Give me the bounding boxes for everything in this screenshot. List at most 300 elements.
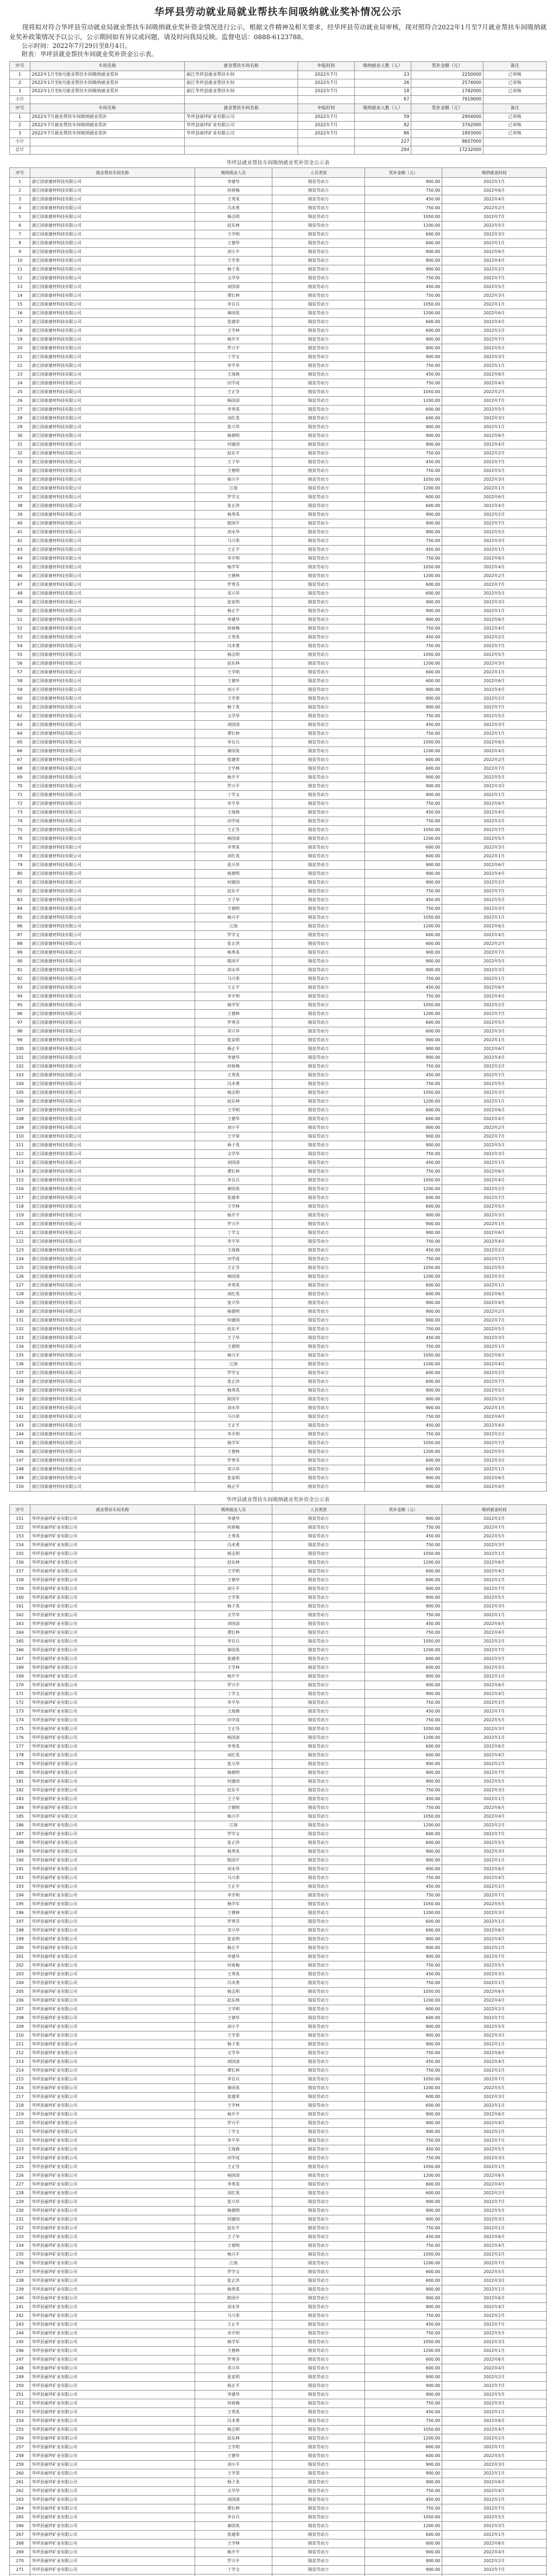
row-index: 216 [10,2084,30,2093]
employment-date: 2022年5月 [442,712,547,721]
workshop-name: 浙江国泰建材科技有限公司 [30,1176,195,1185]
subsidy-amount: 900.00 [365,2373,442,2382]
employment-date: 2022年5月 [442,2452,547,2461]
worker-name: 杨秀英 [195,511,272,519]
workshop-name: 浙江国泰建材科技有限公司 [30,178,195,187]
table-row [10,2233,547,2242]
employment-date: 2022年1月 [442,1550,547,1558]
workshop-name: 浙江国泰建材科技有限公司 [30,948,195,957]
row-index: 142 [10,1413,30,1421]
row-index: 134 [10,1343,30,1351]
worker-name: 谭长林 [195,730,272,738]
worker-category: 脱贫劳动力 [272,397,365,405]
subsidy-amount: 600.00 [365,2364,442,2373]
row-index: 255 [10,2426,30,2434]
subsidy-amount: 750.00 [365,187,442,195]
employment-date: 2022年7月 [442,2443,547,2452]
workshop-name: 华坪县丽坪矿业有限公司 [30,1970,195,1979]
summary-cell: 2022年7月就业帮扶车间吸纳就业奖补 [30,113,185,122]
table-row [10,2443,547,2452]
workshop-name: 浙江国泰建材科技有限公司 [30,598,195,607]
employment-date: 2022年7月 [442,1769,547,1777]
employment-date: 2022年7月 [442,581,547,589]
row-index: 202 [10,1961,30,1970]
employment-date: 2022年3月 [442,1211,547,1220]
row-index: 197 [10,1918,30,1926]
worker-name: 杨学军 [195,1900,272,1909]
subsidy-amount: 750.00 [365,2066,442,2075]
employment-date: 2022年3月 [442,598,547,607]
employment-date: 2022年4月 [442,1751,547,1760]
subsidy-amount: 900.00 [365,1865,442,1874]
worker-category: 脱贫劳动力 [272,1944,365,1953]
worker-name: 王学荣 [195,2469,272,2478]
worker-category: 脱贫劳动力 [272,913,365,922]
employment-date: 2022年4月 [442,1812,547,1821]
subsidy-amount: 900.00 [365,1594,442,1602]
summary-cell: 59 [355,113,411,122]
table-row [10,318,547,327]
subsidy-amount: 900.00 [365,607,442,616]
workshop-name: 华坪县丽坪矿业有限公司 [30,1891,195,1900]
workshop-name: 华坪县丽坪矿业有限公司 [30,2504,195,2513]
worker-category: 脱贫劳动力 [272,598,365,607]
worker-name: 秦国英 [195,309,272,318]
employment-date: 2022年5月 [442,1141,547,1150]
row-index: 228 [10,2189,30,2198]
subsidy-amount: 1050.00 [365,476,442,484]
worker-name: 李平华 [195,1238,272,1246]
row-index: 19 [10,335,30,344]
subsidy-amount: 1200.00 [365,922,442,931]
employment-date: 2022年3月 [442,2522,547,2531]
row-index: 42 [10,537,30,546]
worker-category: 脱贫劳动力 [272,2338,365,2347]
worker-name: 李开明 [195,554,272,563]
worker-name: 李开明 [195,2329,272,2338]
employment-date: 2022年1月 [442,546,547,554]
worker-category: 脱贫劳动力 [272,476,365,484]
employment-date: 2022年4月 [442,686,547,694]
worker-category: 脱贫劳动力 [272,2408,365,2417]
subsidy-amount: 1200.00 [365,2522,442,2531]
worker-category: 脱贫劳动力 [272,1541,365,1550]
employment-date: 2022年7月 [442,1646,547,1655]
worker-category: 脱贫劳动力 [272,843,365,852]
employment-date: 2022年7月 [442,2320,547,2329]
subsidy-amount: 750.00 [365,554,442,563]
table-row [10,2557,547,2566]
worker-name: 陈国平 [195,1856,272,1865]
row-index: 257 [10,2443,30,2452]
workshop-name: 华坪县丽坪矿业有限公司 [30,2382,195,2391]
worker-name: 李开明 [195,992,272,1001]
table-row [10,808,547,817]
worker-category: 脱贫劳动力 [272,1421,365,1430]
employment-date: 2022年7月 [442,274,547,283]
table-row [10,1343,547,1351]
worker-category: 脱贫劳动力 [272,1909,365,1918]
row-index: 193 [10,1883,30,1891]
worker-category: 脱贫劳动力 [272,984,365,992]
summary-row [10,71,547,79]
employment-date: 2022年3月 [442,1273,547,1281]
employment-date: 2022年5月 [442,2329,547,2338]
workshop-name: 浙江国泰建材科技有限公司 [30,1097,195,1106]
summary-header-cell: 序号 [10,62,30,71]
worker-category: 脱贫劳动力 [272,2268,365,2277]
employment-date: 2022年6月 [442,2049,547,2058]
worker-name: 王海燕 [195,1707,272,1716]
row-index: 227 [10,2180,30,2189]
subsidy-amount: 600.00 [365,852,442,861]
subsidy-amount: 900.00 [365,1124,442,1132]
worker-category: 脱贫劳动力 [272,1558,365,1567]
worker-category: 脱贫劳动力 [272,1369,365,1378]
employment-date: 2022年7月 [442,1585,547,1594]
subsidy-amount: 750.00 [365,1541,442,1550]
table-row [10,1071,547,1080]
employment-date: 2022年7月 [442,2382,547,2391]
row-index: 264 [10,2504,30,2513]
row-index: 7 [10,230,30,239]
workshop-name: 浙江国泰建材科技有限公司 [30,353,195,362]
row-index: 13 [10,283,30,292]
worker-name: 李自兵 [195,1176,272,1185]
row-index: 235 [10,2250,30,2259]
row-index: 199 [10,1935,30,1944]
worker-category: 脱贫劳动力 [272,309,365,318]
detail-header-cell: 吸纳就业人员 [195,1505,272,1515]
subsidy-amount: 750.00 [365,887,442,896]
worker-name: 刘国清 [195,1159,272,1167]
row-index: 69 [10,773,30,782]
summary-cell: 23 [355,71,411,79]
table-row [10,931,547,940]
worker-category: 脱贫劳动力 [272,1655,365,1664]
workshop-name: 浙江国泰建材科技有限公司 [30,765,195,773]
table-row [10,1062,547,1071]
worker-name: 张家明 [195,2373,272,2382]
employment-date: 2022年1月 [442,362,547,370]
worker-category: 脱贫劳动力 [272,563,365,572]
table-row [10,887,547,896]
workshop-name: 浙江国泰建材科技有限公司 [30,572,195,581]
workshop-name: 华坪县丽坪矿业有限公司 [30,2189,195,2198]
worker-name: 田学成 [195,2154,272,2163]
row-index: 188 [10,1839,30,1848]
workshop-name: 浙江国泰建材科技有限公司 [30,414,195,423]
table-row [10,2294,547,2303]
workshop-name: 华坪县丽坪矿业有限公司 [30,2408,195,2417]
workshop-name: 浙江国泰建材科技有限公司 [30,1229,195,1238]
worker-category: 脱贫劳动力 [272,1891,365,1900]
worker-category: 脱贫劳动力 [272,887,365,896]
employment-date: 2022年5月 [442,651,547,659]
summary-cell: 86 [355,130,411,138]
table-row [10,1891,547,1900]
worker-name: 王德华 [195,2452,272,2461]
worker-category: 脱贫劳动力 [272,2084,365,2093]
worker-category: 脱贫劳动力 [272,1812,365,1821]
row-index: 62 [10,712,30,721]
worker-category: 脱贫劳动力 [272,2452,365,2461]
worker-category: 脱贫劳动力 [272,423,365,432]
subtotal2-row-label: 小计 [10,138,30,146]
worker-name: 王学林 [195,765,272,773]
table-row [10,800,547,808]
employment-date: 2022年2月 [442,1515,547,1523]
table-row [10,1448,547,1456]
workshop-name: 华坪县丽坪矿业有限公司 [30,2443,195,2452]
worker-category: 脱贫劳动力 [272,1611,365,1620]
worker-name: 张正洪 [195,502,272,511]
table-row [10,1716,547,1725]
workshop-name: 浙江国泰建材科技有限公司 [30,1290,195,1299]
table-row [10,2478,547,2487]
worker-name: 赵东林 [195,2434,272,2443]
worker-name: 王海燕 [195,370,272,379]
worker-name: 杨学军 [195,2338,272,2347]
table-row [10,913,547,922]
row-index: 220 [10,2119,30,2128]
worker-category: 脱贫劳动力 [272,712,365,721]
workshop-name: 华坪县丽坪矿业有限公司 [30,2461,195,2469]
row-index: 208 [10,2014,30,2023]
table-row [10,2426,547,2434]
employment-date: 2022年6月 [442,1474,547,1483]
table-row [10,449,547,458]
worker-category: 脱贫劳动力 [272,1900,365,1909]
subsidy-amount: 450.00 [365,283,442,292]
employment-date: 2022年5月 [442,835,547,843]
summary-cell: 华坪县丽坪矿业有限公司 [185,113,298,122]
worker-category: 脱贫劳动力 [272,2364,365,2373]
row-index: 15 [10,300,30,309]
table-row [10,1124,547,1132]
worker-category: 脱贫劳动力 [272,2496,365,2504]
worker-category: 脱贫劳动力 [272,257,365,265]
workshop-name: 浙江国泰建材科技有限公司 [30,283,195,292]
worker-name: 秦国英 [195,2522,272,2531]
table-row [10,1001,547,1010]
worker-category: 脱贫劳动力 [272,1045,365,1054]
row-index: 117 [10,1194,30,1202]
table-row [10,747,547,756]
subsidy-amount: 900.00 [365,1404,442,1413]
row-index: 162 [10,1611,30,1620]
workshop-name: 浙江国泰建材科技有限公司 [30,1159,195,1167]
employment-date: 2022年3月 [442,2277,547,2285]
worker-category: 脱贫劳动力 [272,2355,365,2364]
subsidy-amount: 900.00 [365,1045,442,1054]
table-row [10,1961,547,1970]
workshop-name: 浙江国泰建材科技有限公司 [30,213,195,222]
table-row [10,2154,547,2163]
workshop-name: 浙江国泰建材科技有限公司 [30,388,195,397]
row-index: 180 [10,1769,30,1777]
detail-header-cell: 人员类别 [272,168,365,178]
worker-category: 脱贫劳动力 [272,2154,365,2163]
worker-name: 何春梅 [195,2399,272,2408]
table-row [10,922,547,931]
worker-name: 王学荣 [195,257,272,265]
row-index: 187 [10,1830,30,1839]
summary-cell: 已审核 [483,130,547,138]
worker-name: 杨兴平 [195,913,272,922]
workshop-name: 浙江国泰建材科技有限公司 [30,1019,195,1027]
workshop-name: 华坪县丽坪矿业有限公司 [30,1830,195,1839]
employment-date: 2022年6月 [442,1681,547,1690]
row-index: 239 [10,2285,30,2294]
table-row [10,2417,547,2426]
subsidy-amount: 600.00 [365,1281,442,1290]
employment-date: 2022年1月 [442,1281,547,1290]
table-row [10,765,547,773]
workshop-name: 浙江国泰建材科技有限公司 [30,694,195,703]
worker-category: 脱贫劳动力 [272,1602,365,1611]
employment-date: 2022年4月 [442,1299,547,1308]
table-row [10,2145,547,2154]
workshop-name: 浙江国泰建材科技有限公司 [30,537,195,546]
worker-name: 李平华 [195,2137,272,2145]
table-row [10,2285,547,2294]
workshop-name: 华坪县丽坪矿业有限公司 [30,1699,195,1707]
table-row [10,2434,547,2443]
row-index: 139 [10,1386,30,1395]
worker-category: 脱贫劳动力 [272,2031,365,2040]
worker-category: 脱贫劳动力 [272,1062,365,1071]
employment-date: 2022年5月 [442,2145,547,2154]
subsidy-amount: 900.00 [365,178,442,187]
worker-name: 王子华 [195,2233,272,2242]
subsidy-amount: 1050.00 [365,1812,442,1821]
workshop-name: 浙江国泰建材科技有限公司 [30,843,195,852]
workshop-name: 浙江国泰建材科技有限公司 [30,370,195,379]
table-row [10,2539,547,2548]
workshop-name: 华坪县丽坪矿业有限公司 [30,2426,195,2434]
table-row [10,2014,547,2023]
table-row [10,1176,547,1185]
detail-header-cell: 吸纳就业时间 [442,168,547,178]
worker-name: 王学林 [195,2539,272,2548]
subsidy-amount: 600.00 [365,677,442,686]
table-row [10,1036,547,1045]
worker-category: 脱贫劳动力 [272,1202,365,1211]
employment-date: 2022年7月 [442,1132,547,1141]
employment-date: 2022年5月 [442,1900,547,1909]
table-row [10,484,547,493]
employment-date: 2022年1月 [442,2531,547,2539]
row-index: 176 [10,1734,30,1742]
employment-date: 2022年6月 [442,2355,547,2364]
worker-category: 脱贫劳动力 [272,756,365,765]
row-index: 29 [10,423,30,432]
worker-name: 冯术勇 [195,2417,272,2426]
employment-date: 2022年7月 [442,2259,547,2268]
worker-name: 王学林 [195,1202,272,1211]
table-row [10,1655,547,1664]
workshop-name: 浙江国泰建材科技有限公司 [30,730,195,738]
summary-cell: 2022年7月 [298,71,355,79]
employment-date: 2022年6月 [442,1045,547,1054]
table-row [10,239,547,248]
table-row [10,1229,547,1238]
table-row [10,738,547,747]
employment-date: 2022年6月 [442,1413,547,1421]
workshop-name: 浙江国泰建材科技有限公司 [30,659,195,668]
subsidy-amount: 900.00 [365,1672,442,1681]
worker-category: 脱贫劳动力 [272,1961,365,1970]
subsidy-amount: 900.00 [365,432,442,440]
subsidy-amount: 600.00 [365,405,442,414]
row-index: 97 [10,1019,30,1027]
subsidy-amount: 900.00 [365,1944,442,1953]
worker-name: 田学成 [195,379,272,388]
summary-cell: 2022年1月至6月就业帮扶车间吸纳就业奖补 [30,71,185,79]
worker-category: 脱贫劳动力 [272,852,365,861]
worker-name: 何建国 [195,440,272,449]
row-index: 230 [10,2207,30,2215]
attachment-note: 附表：华坪县就业帮扶车间就业奖补资金公示表。 [22,50,158,58]
table-row [10,283,547,292]
worker-category: 脱贫劳动力 [272,1725,365,1734]
workshop-name: 浙江国泰建材科技有限公司 [30,1360,195,1369]
subsidy-amount: 1050.00 [365,2426,442,2434]
worker-name: 文学华 [195,274,272,283]
worker-name: 赵东平 [195,1325,272,1334]
table-row [10,432,547,440]
employment-date: 2022年6月 [442,248,547,257]
worker-category: 脱贫劳动力 [272,2399,365,2408]
employment-date: 2022年1月 [442,975,547,984]
subsidy-amount: 1050.00 [365,1988,442,1996]
worker-category: 脱贫劳动力 [272,1848,365,1856]
worker-category: 脱贫劳动力 [272,2548,365,2557]
table-row [10,1369,547,1378]
table-row [10,1054,547,1062]
row-index: 140 [10,1395,30,1404]
row-index: 192 [10,1874,30,1883]
employment-date: 2022年6月 [442,922,547,931]
workshop-name: 浙江国泰建材科技有限公司 [30,1062,195,1071]
workshop-name: 浙江国泰建材科技有限公司 [30,449,195,458]
worker-category: 脱贫劳动力 [272,1132,365,1141]
table-row [10,563,547,572]
worker-category: 脱贫劳动力 [272,213,365,222]
subsidy-amount: 900.00 [365,1515,442,1523]
employment-date: 2022年5月 [442,283,547,292]
worker-category: 脱贫劳动力 [272,2242,365,2250]
subsidy-amount: 750.00 [365,1786,442,1795]
worker-name: 王学林 [195,1664,272,1672]
worker-category: 脱贫劳动力 [272,519,365,528]
worker-category: 脱贫劳动力 [272,1646,365,1655]
table-row [10,2364,547,2373]
summary-cell: 2022年7月就业帮扶车间吸纳就业奖补 [30,122,185,130]
row-index: 191 [10,1865,30,1874]
employment-date: 2022年2月 [442,511,547,519]
intro-paragraph: 现将拟对符合华坪县劳动就业局就业帮扶车间吸纳就业奖补资金情况进行公示，根据文件精神及相关要求，经华坪县劳动就业局审核，现对照符合2022年1月至7月就业帮扶车间吸纳就业奖补政策情况予以公示，公示期间如有异议或问题，请及时向我局反映。监督电话：0888-6123788。 [9,23,547,41]
row-index: 269 [10,2548,30,2557]
worker-name: 李秀英 [195,1742,272,1751]
table-row [10,1299,547,1308]
employment-date: 2022年1月 [442,1036,547,1045]
table-row [10,966,547,975]
worker-name: 王正平 [195,1421,272,1430]
worker-category: 脱贫劳动力 [272,2128,365,2137]
worker-name: 王子华 [195,458,272,467]
